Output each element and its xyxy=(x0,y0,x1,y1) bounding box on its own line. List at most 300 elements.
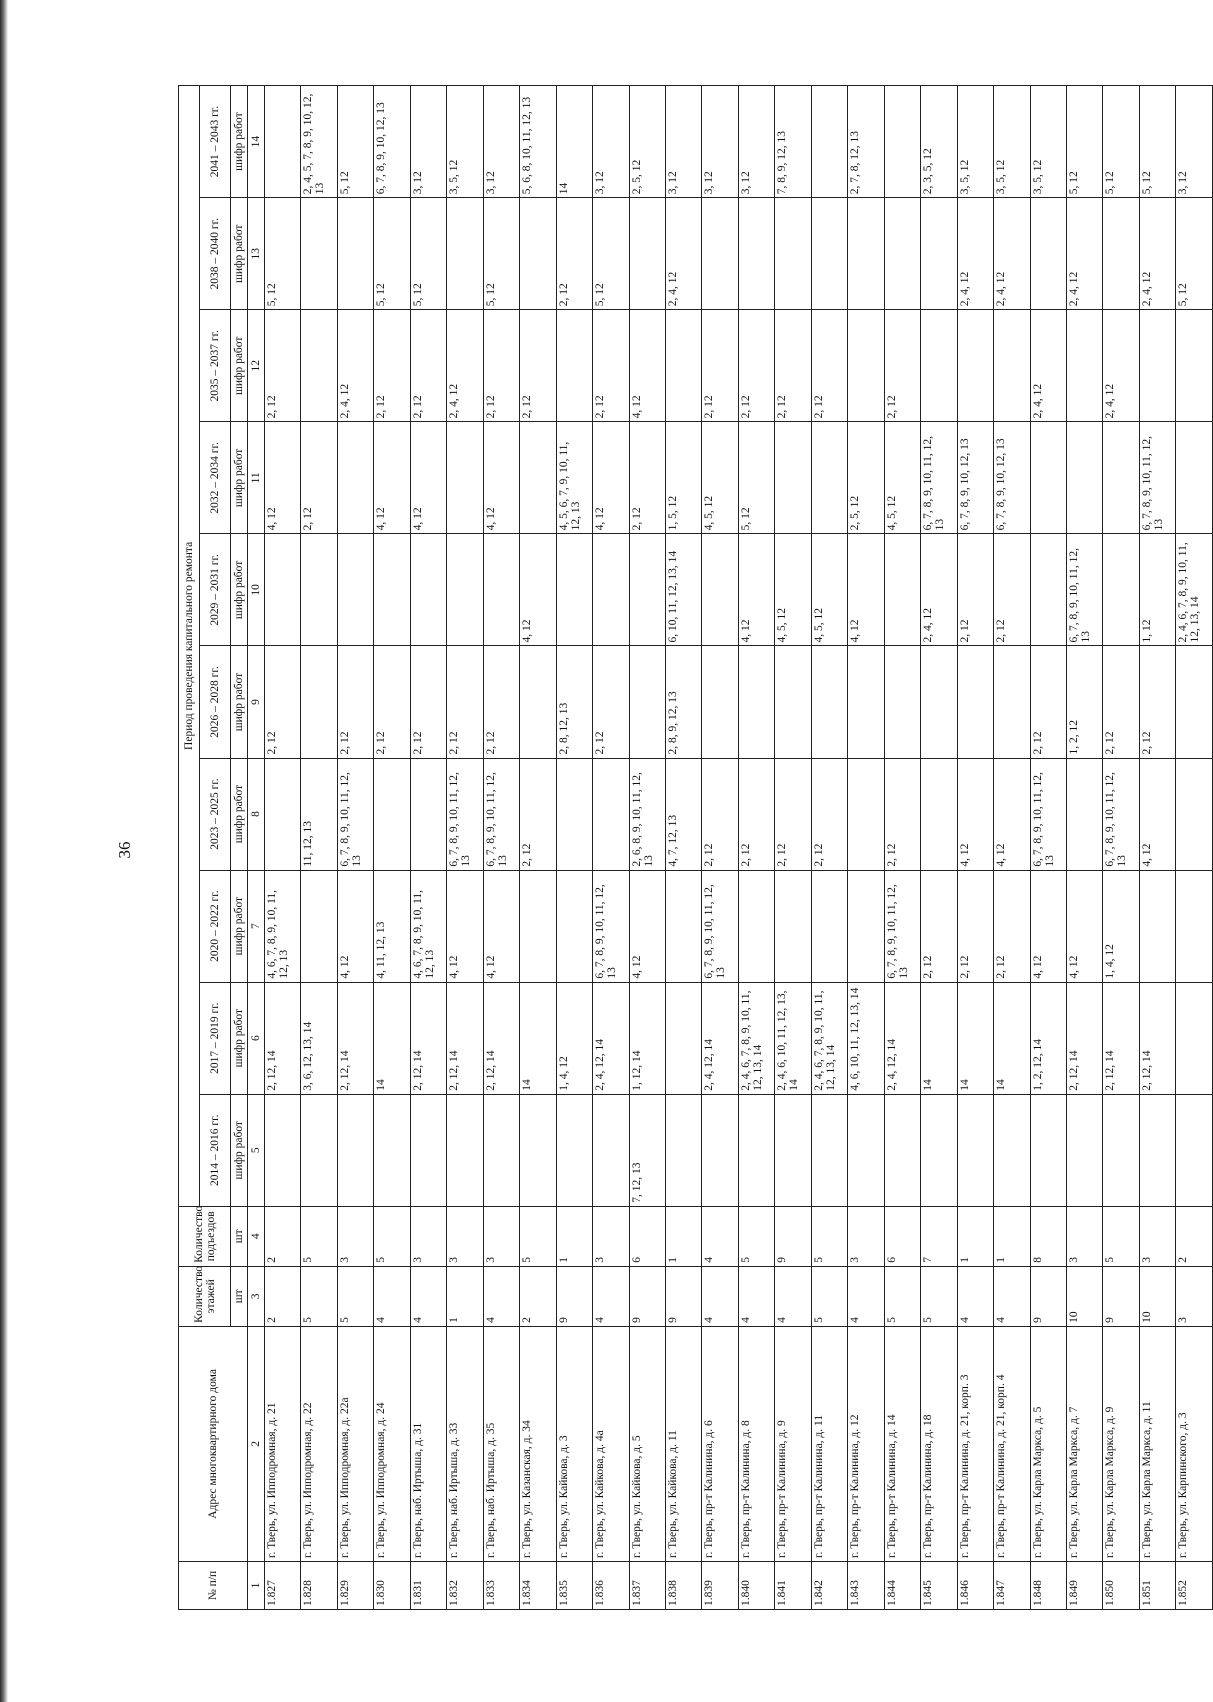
works-code-cell: 2, 12 xyxy=(994,870,1030,982)
table-row xyxy=(410,86,446,1610)
row-number: 1.847 xyxy=(994,1561,1030,1609)
floors-cell: 5 xyxy=(301,1266,337,1326)
address-cell: г. Тверь, пр-т Калинина, д. 9 xyxy=(775,1326,811,1561)
column-number: 7 xyxy=(248,870,265,982)
works-code-cell: 4, 7, 12, 13 xyxy=(665,758,701,870)
works-code-cell xyxy=(811,870,847,982)
address-cell: г. Тверь, ул. Карла Маркса, д. 5 xyxy=(1030,1326,1066,1561)
works-code-cell: 2, 12, 14 xyxy=(483,982,519,1094)
works-code-cell xyxy=(702,198,738,310)
works-code-cell xyxy=(337,198,373,310)
works-code-cell: 2, 4, 6, 10, 11, 12, 13, 14 xyxy=(775,982,811,1094)
address-cell: г. Тверь, пр-т Калинина, д. 11 xyxy=(811,1326,847,1561)
works-code-cell xyxy=(702,646,738,758)
row-number: 1.828 xyxy=(301,1561,337,1609)
works-code-cell: 6, 7, 8, 9, 10, 11, 12, 13 xyxy=(884,870,920,982)
works-code-cell: 4, 12 xyxy=(848,534,884,646)
floors-cell: 4 xyxy=(994,1266,1030,1326)
address-cell: г. Тверь, ул. Карпинского, д. 3 xyxy=(1176,1326,1213,1561)
works-code-cell: 14 xyxy=(921,982,957,1094)
works-code-cell: 2, 12 xyxy=(884,758,920,870)
works-code-cell: 6, 7, 8, 9, 10, 11, 12, 13 xyxy=(1066,534,1102,646)
works-code-cell: 2, 4, 12 xyxy=(1030,310,1066,422)
floors-cell: 5 xyxy=(337,1266,373,1326)
works-code-cell xyxy=(337,422,373,534)
entrances-cell: 3 xyxy=(447,1206,483,1266)
works-code-cell xyxy=(556,870,592,982)
floors-cell: 9 xyxy=(665,1266,701,1326)
floors-cell: 4 xyxy=(374,1266,410,1326)
header-works-code: шифр работ xyxy=(231,534,248,646)
works-code-cell xyxy=(775,198,811,310)
header-works-code: шифр работ xyxy=(231,870,248,982)
works-code-cell: 2, 12 xyxy=(556,198,592,310)
repair-schedule-table xyxy=(178,85,1213,1610)
works-code-cell: 6, 7, 8, 9, 10, 11, 12, 13 xyxy=(702,870,738,982)
address-cell: г. Тверь, ул. Кайкова, д. 11 xyxy=(665,1326,701,1561)
works-code-cell: 2, 12 xyxy=(629,422,665,534)
table-body xyxy=(265,86,1213,1610)
works-code-cell xyxy=(921,758,957,870)
works-code-cell xyxy=(957,1094,993,1206)
works-code-cell xyxy=(1030,422,1066,534)
scan-edge xyxy=(0,0,8,1702)
header-floors: Количество этажей xyxy=(179,1266,231,1326)
works-code-cell xyxy=(848,1094,884,1206)
entrances-cell: 1 xyxy=(556,1206,592,1266)
floors-cell: 5 xyxy=(811,1266,847,1326)
works-code-cell: 2, 12 xyxy=(994,534,1030,646)
works-code-cell: 6, 7, 8, 9, 10, 11, 12, 13 xyxy=(921,422,957,534)
table-row xyxy=(301,86,337,1610)
works-code-cell: 4, 5, 6, 7, 9, 10, 11, 12, 13 xyxy=(556,422,592,534)
works-code-cell: 2, 12 xyxy=(811,310,847,422)
entrances-cell: 3 xyxy=(483,1206,519,1266)
works-code-cell: 6, 7, 8, 9, 10, 11, 12, 13 xyxy=(337,758,373,870)
works-code-cell: 3, 5, 12 xyxy=(447,86,483,198)
works-code-cell: 1, 12, 14 xyxy=(629,982,665,1094)
floors-cell: 9 xyxy=(1030,1266,1066,1326)
works-code-cell: 3, 12 xyxy=(1176,86,1213,198)
header-period: 2038 – 2040 гг. xyxy=(200,198,231,310)
works-code-cell: 1, 2, 12 xyxy=(1066,646,1102,758)
works-code-cell: 2, 12 xyxy=(520,310,556,422)
works-code-cell xyxy=(1103,422,1139,534)
row-number: 1.846 xyxy=(957,1561,993,1609)
floors-cell: 4 xyxy=(483,1266,519,1326)
works-code-cell xyxy=(556,534,592,646)
works-code-cell: 11, 12, 13 xyxy=(301,758,337,870)
entrances-cell: 3 xyxy=(593,1206,629,1266)
works-code-cell: 2, 12 xyxy=(702,758,738,870)
floors-cell: 9 xyxy=(629,1266,665,1326)
works-code-cell xyxy=(884,86,920,198)
works-code-cell xyxy=(556,310,592,422)
works-code-cell: 5, 12 xyxy=(374,198,410,310)
works-code-cell: 2, 12 xyxy=(775,310,811,422)
row-number: 1.843 xyxy=(848,1561,884,1609)
works-code-cell xyxy=(301,310,337,422)
works-code-cell: 2, 12 xyxy=(921,870,957,982)
works-code-cell: 4, 5, 12 xyxy=(775,534,811,646)
column-number: 10 xyxy=(248,534,265,646)
works-code-cell: 2, 12 xyxy=(520,758,556,870)
table-row xyxy=(520,86,556,1610)
header-works-code: шифр работ xyxy=(231,422,248,534)
works-code-cell: 4, 12 xyxy=(483,870,519,982)
works-code-cell xyxy=(593,758,629,870)
works-code-cell: 2, 4, 6, 7, 8, 9, 10, 11, 12, 13, 14 xyxy=(811,982,847,1094)
works-code-cell: 6, 7, 8, 9, 10, 11, 12, 13 xyxy=(1139,422,1175,534)
works-code-cell: 2, 12 xyxy=(410,646,446,758)
works-code-cell: 4, 12 xyxy=(957,758,993,870)
works-code-cell xyxy=(447,1094,483,1206)
floors-cell: 9 xyxy=(1103,1266,1139,1326)
works-code-cell xyxy=(1066,758,1102,870)
column-number: 2 xyxy=(248,1326,265,1561)
works-code-cell xyxy=(775,1094,811,1206)
header-works-code: шифр работ xyxy=(231,646,248,758)
table-row xyxy=(848,86,884,1610)
works-code-cell: 2, 12 xyxy=(957,534,993,646)
table-row xyxy=(629,86,665,1610)
address-cell: г. Тверь, наб. Иртыша, д. 35 xyxy=(483,1326,519,1561)
table-row xyxy=(1139,86,1175,1610)
works-code-cell xyxy=(483,534,519,646)
works-code-cell: 4, 12 xyxy=(374,422,410,534)
header-period: 2032 – 2034 гг. xyxy=(200,422,231,534)
works-code-cell xyxy=(265,86,301,198)
address-cell: г. Тверь, наб. Иртыша, д. 33 xyxy=(447,1326,483,1561)
works-code-cell xyxy=(410,534,446,646)
floors-cell: 4 xyxy=(957,1266,993,1326)
row-number: 1.838 xyxy=(665,1561,701,1609)
works-code-cell xyxy=(265,1094,301,1206)
works-code-cell: 6, 7, 8, 9, 10, 11, 12, 13 xyxy=(483,758,519,870)
address-cell: г. Тверь, ул. Карла Маркса, д. 11 xyxy=(1139,1326,1175,1561)
works-code-cell xyxy=(265,534,301,646)
works-code-cell: 2, 5, 12 xyxy=(848,422,884,534)
works-code-cell xyxy=(738,646,774,758)
works-code-cell: 2, 7, 8, 12, 13 xyxy=(848,86,884,198)
works-code-cell xyxy=(1176,310,1213,422)
works-code-cell: 6, 7, 8, 9, 10, 12, 13 xyxy=(994,422,1030,534)
column-number: 1 xyxy=(248,1561,265,1609)
header-period: 2017 – 2019 гг. xyxy=(200,982,231,1094)
row-number: 1.830 xyxy=(374,1561,410,1609)
floors-cell: 2 xyxy=(265,1266,301,1326)
works-code-cell: 5, 12 xyxy=(738,422,774,534)
works-code-cell xyxy=(848,758,884,870)
column-number: 14 xyxy=(248,86,265,198)
header-works-code: шифр работ xyxy=(231,86,248,198)
address-cell: г. Тверь, ул. Карла Маркса, д. 9 xyxy=(1103,1326,1139,1561)
works-code-cell: 7, 12, 13 xyxy=(629,1094,665,1206)
row-number: 1.851 xyxy=(1139,1561,1175,1609)
works-code-cell xyxy=(447,534,483,646)
works-code-cell: 2, 12 xyxy=(265,310,301,422)
row-number: 1.836 xyxy=(593,1561,629,1609)
floors-cell: 10 xyxy=(1139,1266,1175,1326)
row-number: 1.833 xyxy=(483,1561,519,1609)
works-code-cell xyxy=(1176,1094,1213,1206)
entrances-cell: 1 xyxy=(665,1206,701,1266)
works-code-cell: 2, 12 xyxy=(593,310,629,422)
works-code-cell: 14 xyxy=(957,982,993,1094)
address-cell: г. Тверь, пр-т Калинина, д. 6 xyxy=(702,1326,738,1561)
column-number: 5 xyxy=(248,1094,265,1206)
row-number: 1.829 xyxy=(337,1561,373,1609)
works-code-cell: 2, 4, 12, 14 xyxy=(884,982,920,1094)
works-code-cell: 5, 12 xyxy=(337,86,373,198)
works-code-cell xyxy=(994,1094,1030,1206)
header-period: 2041 – 2043 гг. xyxy=(200,86,231,198)
works-code-cell: 2, 12 xyxy=(738,758,774,870)
entrances-cell: 1 xyxy=(994,1206,1030,1266)
works-code-cell: 2, 12 xyxy=(447,646,483,758)
row-number: 1.835 xyxy=(556,1561,592,1609)
works-code-cell xyxy=(994,310,1030,422)
works-code-cell: 14 xyxy=(556,86,592,198)
entrances-cell: 9 xyxy=(775,1206,811,1266)
works-code-cell xyxy=(301,198,337,310)
column-number: 12 xyxy=(248,310,265,422)
table-row xyxy=(483,86,519,1610)
works-code-cell: 7, 8, 9, 12, 13 xyxy=(775,86,811,198)
address-cell: г. Тверь, ул. Казанская, д. 34 xyxy=(520,1326,556,1561)
works-code-cell: 2, 8, 12, 13 xyxy=(556,646,592,758)
works-code-cell: 2, 12, 14 xyxy=(447,982,483,1094)
works-code-cell xyxy=(1066,1094,1102,1206)
address-cell: г. Тверь, пр-т Калинина, д. 18 xyxy=(921,1326,957,1561)
works-code-cell xyxy=(301,646,337,758)
entrances-cell: 5 xyxy=(301,1206,337,1266)
works-code-cell xyxy=(1139,310,1175,422)
works-code-cell: 2, 4, 12 xyxy=(665,198,701,310)
works-code-cell: 5, 12 xyxy=(1066,86,1102,198)
table-row xyxy=(994,86,1030,1610)
works-code-cell xyxy=(848,198,884,310)
floors-cell: 9 xyxy=(556,1266,592,1326)
page-number: 36 xyxy=(115,841,134,859)
works-code-cell xyxy=(374,534,410,646)
table-row xyxy=(775,86,811,1610)
table-row xyxy=(921,86,957,1610)
header-works-code: шифр работ xyxy=(231,982,248,1094)
works-code-cell xyxy=(520,646,556,758)
works-code-cell: 2, 4, 12 xyxy=(1139,198,1175,310)
works-code-cell: 3, 12 xyxy=(738,86,774,198)
address-cell: г. Тверь, наб. Иртыша, д. 31 xyxy=(410,1326,446,1561)
works-code-cell xyxy=(301,534,337,646)
entrances-cell: 5 xyxy=(738,1206,774,1266)
address-cell: г. Тверь, пр-т Калинина, д. 21, корп. 3 xyxy=(957,1326,993,1561)
works-code-cell xyxy=(1030,198,1066,310)
table-row xyxy=(1066,86,1102,1610)
works-code-cell xyxy=(483,1094,519,1206)
works-code-cell xyxy=(848,646,884,758)
entrances-cell: 3 xyxy=(337,1206,373,1266)
works-code-cell: 4, 5, 12 xyxy=(702,422,738,534)
floors-cell: 3 xyxy=(1176,1266,1213,1326)
table-row xyxy=(1103,86,1139,1610)
entrances-cell: 2 xyxy=(1176,1206,1213,1266)
works-code-cell xyxy=(738,870,774,982)
works-code-cell xyxy=(556,1094,592,1206)
works-code-cell xyxy=(811,1094,847,1206)
works-code-cell: 3, 12 xyxy=(410,86,446,198)
works-code-cell: 5, 12 xyxy=(410,198,446,310)
works-code-cell: 4, 12 xyxy=(1139,758,1175,870)
works-code-cell: 2, 12, 14 xyxy=(1103,982,1139,1094)
works-code-cell xyxy=(921,198,957,310)
works-code-cell xyxy=(848,310,884,422)
works-code-cell xyxy=(447,198,483,310)
works-code-cell: 2, 8, 9, 12, 13 xyxy=(665,646,701,758)
floors-cell: 4 xyxy=(410,1266,446,1326)
table-row xyxy=(665,86,701,1610)
works-code-cell xyxy=(520,422,556,534)
works-code-cell xyxy=(1176,646,1213,758)
works-code-cell: 5, 12 xyxy=(593,198,629,310)
address-cell: г. Тверь, ул. Карла Маркса, д. 7 xyxy=(1066,1326,1102,1561)
works-code-cell: 2, 4, 6, 7, 8, 9, 10, 11, 12, 13, 14 xyxy=(1176,534,1213,646)
works-code-cell xyxy=(1139,1094,1175,1206)
works-code-cell xyxy=(629,534,665,646)
table-row xyxy=(738,86,774,1610)
works-code-cell xyxy=(1030,534,1066,646)
works-code-cell xyxy=(629,198,665,310)
entrances-cell: 3 xyxy=(410,1206,446,1266)
works-code-cell: 1, 12 xyxy=(1139,534,1175,646)
works-code-cell xyxy=(738,198,774,310)
works-code-cell: 2, 12 xyxy=(301,422,337,534)
works-code-cell: 2, 12 xyxy=(775,758,811,870)
works-code-cell xyxy=(775,422,811,534)
works-code-cell: 2, 4, 12, 14 xyxy=(702,982,738,1094)
entrances-cell: 2 xyxy=(265,1206,301,1266)
entrances-cell: 3 xyxy=(1139,1206,1175,1266)
works-code-cell: 2, 12, 14 xyxy=(410,982,446,1094)
rotated-table-container xyxy=(178,85,1213,1610)
works-code-cell xyxy=(301,1094,337,1206)
works-code-cell xyxy=(1066,422,1102,534)
entrances-cell: 5 xyxy=(811,1206,847,1266)
works-code-cell: 2, 4, 12 xyxy=(1066,198,1102,310)
works-code-cell: 6, 7, 8, 9, 10, 11, 12, 13 xyxy=(447,758,483,870)
entrances-cell: 6 xyxy=(629,1206,665,1266)
works-code-cell xyxy=(957,310,993,422)
row-number: 1.837 xyxy=(629,1561,665,1609)
header-period: 2020 – 2022 гг. xyxy=(200,870,231,982)
works-code-cell: 2, 6, 8, 9, 10, 11, 12, 13 xyxy=(629,758,665,870)
table-row xyxy=(1030,86,1066,1610)
works-code-cell: 2, 12, 14 xyxy=(1139,982,1175,1094)
row-number: 1.840 xyxy=(738,1561,774,1609)
works-code-cell: 6, 7, 8, 9, 10, 11, 12, 13 xyxy=(593,870,629,982)
works-code-cell xyxy=(520,198,556,310)
entrances-cell: 5 xyxy=(1103,1206,1139,1266)
works-code-cell: 4, 12 xyxy=(629,870,665,982)
works-code-cell: 2, 12 xyxy=(1103,646,1139,758)
works-code-cell: 6, 7, 8, 9, 10, 11, 12, 13 xyxy=(1103,758,1139,870)
row-number: 1.841 xyxy=(775,1561,811,1609)
works-code-cell: 3, 5, 12 xyxy=(1030,86,1066,198)
works-code-cell xyxy=(1103,1094,1139,1206)
works-code-cell: 2, 12, 14 xyxy=(265,982,301,1094)
works-code-cell xyxy=(520,1094,556,1206)
address-cell: г. Тверь, ул. Ипподромная, д. 21 xyxy=(265,1326,301,1561)
floors-cell: 1 xyxy=(447,1266,483,1326)
table-row xyxy=(556,86,592,1610)
works-code-cell xyxy=(337,1094,373,1206)
column-number: 13 xyxy=(248,198,265,310)
row-number: 1.827 xyxy=(265,1561,301,1609)
floors-cell: 5 xyxy=(884,1266,920,1326)
works-code-cell: 2, 12 xyxy=(410,310,446,422)
works-code-cell: 3, 12 xyxy=(702,86,738,198)
column-number: 9 xyxy=(248,646,265,758)
works-code-cell xyxy=(410,758,446,870)
works-code-cell: 2, 12 xyxy=(702,310,738,422)
header-works-code: шифр работ xyxy=(231,1094,248,1206)
works-code-cell: 2, 4, 12 xyxy=(921,534,957,646)
works-code-cell xyxy=(301,870,337,982)
works-code-cell xyxy=(265,758,301,870)
works-code-cell: 2, 4, 12 xyxy=(994,198,1030,310)
works-code-cell: 2, 12, 14 xyxy=(1066,982,1102,1094)
address-cell: г. Тверь, пр-т Калинина, д. 8 xyxy=(738,1326,774,1561)
works-code-cell xyxy=(593,1094,629,1206)
works-code-cell xyxy=(884,1094,920,1206)
works-code-cell: 14 xyxy=(374,982,410,1094)
column-number: 4 xyxy=(248,1206,265,1266)
works-code-cell xyxy=(1176,982,1213,1094)
header-period: 2026 – 2028 гг. xyxy=(200,646,231,758)
works-code-cell: 2, 4, 12 xyxy=(1103,310,1139,422)
works-code-cell xyxy=(410,1094,446,1206)
works-code-cell: 4, 12 xyxy=(738,534,774,646)
works-code-cell: 5, 12 xyxy=(265,198,301,310)
row-number: 1.831 xyxy=(410,1561,446,1609)
works-code-cell xyxy=(884,198,920,310)
works-code-cell: 4, 12 xyxy=(593,422,629,534)
works-code-cell: 1, 4, 12 xyxy=(556,982,592,1094)
works-code-cell xyxy=(629,646,665,758)
entrances-cell: 8 xyxy=(1030,1206,1066,1266)
works-code-cell xyxy=(702,1094,738,1206)
floors-cell: 4 xyxy=(702,1266,738,1326)
floors-cell: 4 xyxy=(593,1266,629,1326)
works-code-cell xyxy=(702,534,738,646)
works-code-cell: 3, 5, 12 xyxy=(957,86,993,198)
works-code-cell: 4, 12 xyxy=(994,758,1030,870)
works-code-cell: 1, 5, 12 xyxy=(665,422,701,534)
table-row xyxy=(811,86,847,1610)
works-code-cell: 2, 12 xyxy=(811,758,847,870)
works-code-cell: 2, 12 xyxy=(374,646,410,758)
row-number: 1.852 xyxy=(1176,1561,1213,1609)
address-cell: г. Тверь, пр-т Калинина, д. 14 xyxy=(884,1326,920,1561)
works-code-cell: 3, 12 xyxy=(593,86,629,198)
works-code-cell: 3, 5, 12 xyxy=(994,86,1030,198)
works-code-cell xyxy=(593,534,629,646)
works-code-cell: 2, 3, 5, 12 xyxy=(921,86,957,198)
works-code-cell: 4, 12 xyxy=(337,870,373,982)
entrances-cell: 7 xyxy=(921,1206,957,1266)
entrances-cell: 1 xyxy=(957,1206,993,1266)
row-number: 1.845 xyxy=(921,1561,957,1609)
